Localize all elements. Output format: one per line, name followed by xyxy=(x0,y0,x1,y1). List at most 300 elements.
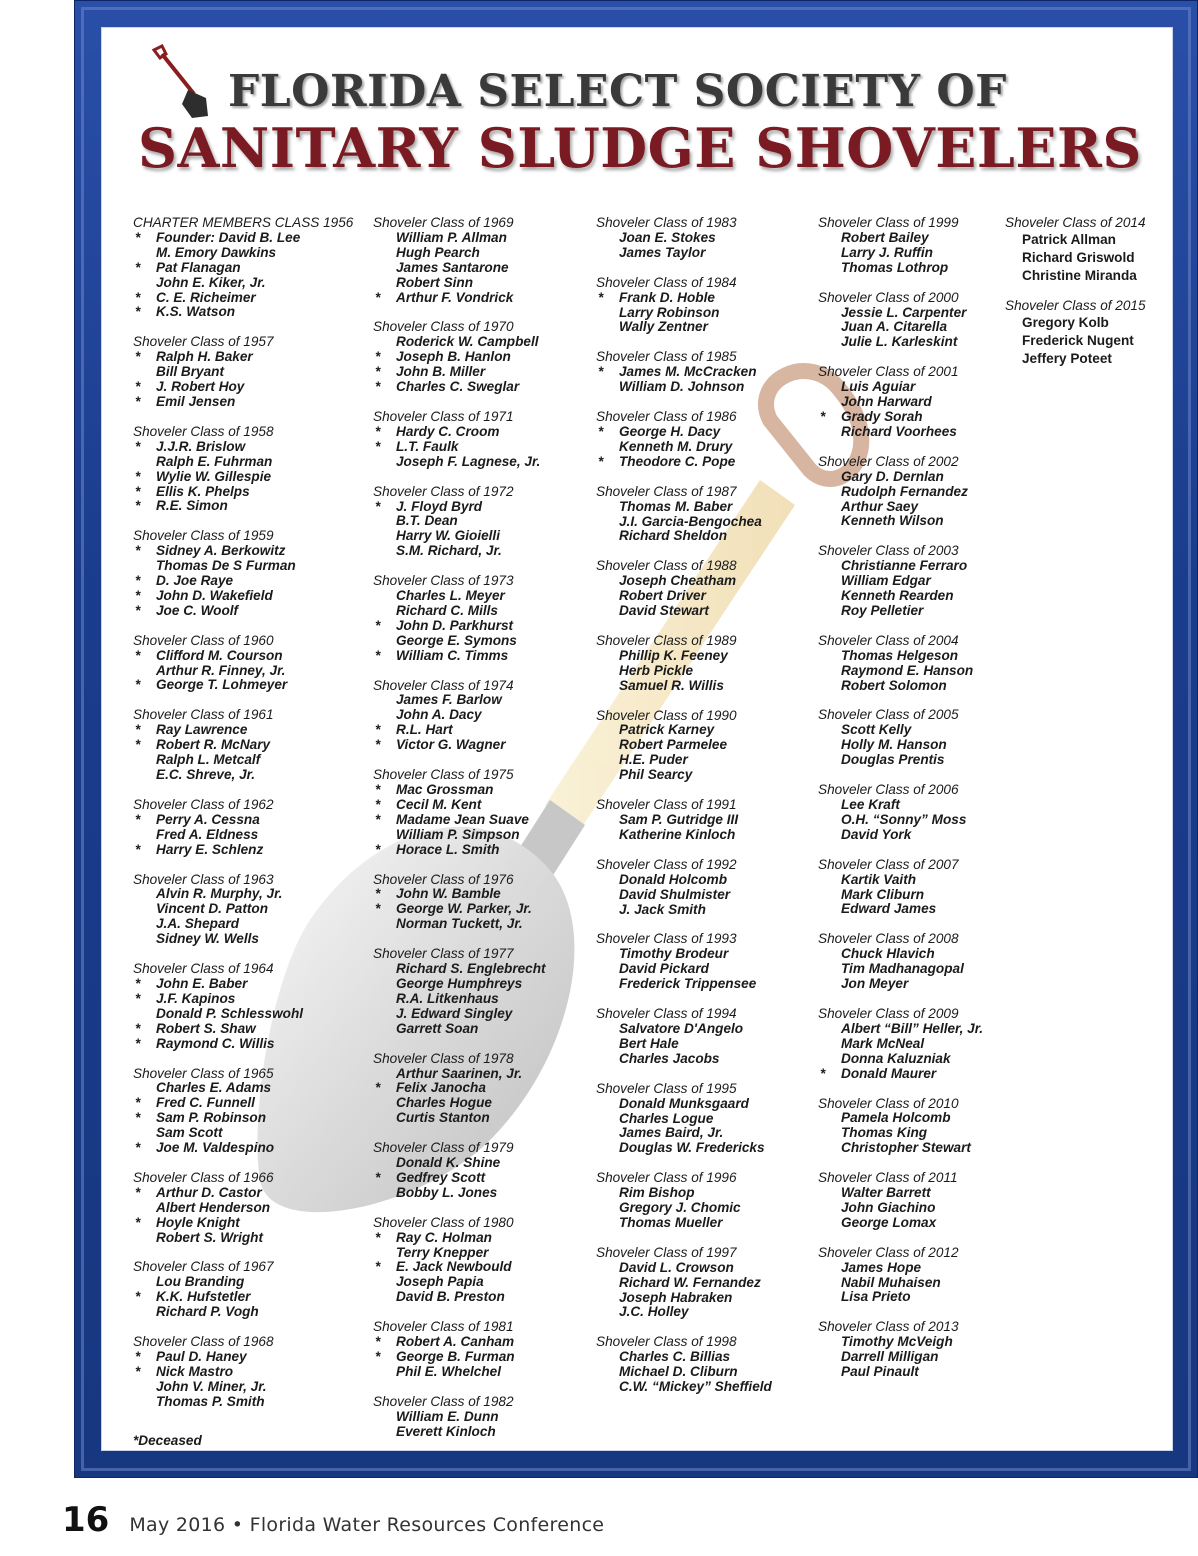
member-row xyxy=(818,813,983,828)
member-name: Lisa Prieto xyxy=(841,1289,911,1305)
class-heading: CHARTER MEMBERS CLASS 1956 xyxy=(133,215,354,230)
deceased-marker: * xyxy=(375,841,381,857)
member-name: Clifford M. Courson xyxy=(156,647,283,663)
member-row xyxy=(818,574,983,589)
member-name: Albert Henderson xyxy=(156,1199,271,1215)
member-row xyxy=(818,246,983,261)
member-name: Ray C. Holman xyxy=(396,1229,492,1245)
class-heading: Shoveler Class of 2012 xyxy=(818,1244,959,1260)
member-name: John A. Dacy xyxy=(396,707,482,723)
member-name: Everett Kinloch xyxy=(396,1423,496,1439)
deceased-marker: * xyxy=(375,1334,381,1350)
member-name: Charles Hogue xyxy=(396,1095,492,1111)
deceased-marker: * xyxy=(135,1110,141,1126)
member-row xyxy=(373,962,546,977)
class-heading: Shoveler Class of 1963 xyxy=(133,871,274,887)
member-name: M. Emory Dawkins xyxy=(156,244,277,260)
class-heading: Shoveler Class of 1961 xyxy=(133,707,274,723)
member-row xyxy=(818,888,983,903)
member-name: Fred A. Eldness xyxy=(156,826,259,842)
member-name: Robert S. Wright xyxy=(156,1229,263,1245)
member-name: Horace L. Smith xyxy=(396,841,500,857)
class-heading: Shoveler Class of 1982 xyxy=(373,1393,514,1409)
class-heading: Shoveler Class of 1999 xyxy=(818,215,959,230)
deceased-marker: * xyxy=(375,1169,381,1185)
class-heading: Shoveler Class of 1972 xyxy=(373,483,514,499)
member-row xyxy=(818,231,983,246)
member-row xyxy=(373,1410,546,1425)
deceased-marker: * xyxy=(375,1259,381,1275)
member-name: Arthur D. Castor xyxy=(156,1184,262,1200)
member-row xyxy=(133,649,353,664)
member-name: Founder: David B. Lee xyxy=(156,229,301,245)
member-row xyxy=(818,738,983,753)
member-name: William P. Simpson xyxy=(396,826,520,842)
member-name: Bert Hale xyxy=(619,1035,679,1051)
deceased-marker: * xyxy=(820,408,826,424)
deceased-marker: * xyxy=(375,811,381,827)
member-row xyxy=(133,350,353,365)
deceased-marker: * xyxy=(135,975,141,991)
deceased-marker: * xyxy=(375,1229,381,1245)
class-heading: Shoveler Class of 1989 xyxy=(596,632,737,648)
class-heading: Shoveler Class of 1973 xyxy=(373,573,514,589)
class-heading: Shoveler Class of 2004 xyxy=(818,632,959,648)
deceased-marker: * xyxy=(375,617,381,633)
member-name: Richard S. Englebrecht xyxy=(396,961,546,977)
member-name: John D. Parkhurst xyxy=(396,617,514,633)
page-title-line-2: SANITARY SLUDGE SHOVELERS xyxy=(138,116,1142,180)
member-name: John E. Baber xyxy=(156,975,248,991)
class-group xyxy=(133,1171,353,1246)
member-name: James M. McCracken xyxy=(619,364,757,380)
class-group xyxy=(1005,299,1146,367)
member-row xyxy=(373,1111,546,1126)
member-name: David Stewart xyxy=(619,603,709,619)
member-name: Kenneth Wilson xyxy=(841,513,944,529)
member-name: Thomas M. Baber xyxy=(619,498,733,514)
member-name: Donald K. Shine xyxy=(396,1155,501,1171)
deceased-marker: * xyxy=(135,811,141,827)
member-row xyxy=(373,1171,546,1186)
member-row xyxy=(373,828,546,843)
member-row xyxy=(818,425,983,440)
member-row xyxy=(133,678,353,693)
member-name: Paul D. Haney xyxy=(156,1349,247,1364)
member-row xyxy=(596,962,772,977)
member-name: Samuel R. Willis xyxy=(619,677,724,693)
deceased-marker: * xyxy=(375,647,381,663)
member-row xyxy=(133,1365,353,1380)
class-heading: Shoveler Class of 1960 xyxy=(133,632,274,648)
class-heading: Shoveler Class of 1968 xyxy=(133,1334,274,1350)
member-row xyxy=(133,1350,353,1365)
member-row xyxy=(596,873,772,888)
member-row xyxy=(373,708,546,723)
member-name: E.C. Shreve, Jr. xyxy=(156,767,255,782)
member-name: O.H. “Sonny” Moss xyxy=(841,811,967,827)
member-row xyxy=(596,1052,772,1067)
member-name: Cecil M. Kent xyxy=(396,796,482,812)
member-name: K.S. Watson xyxy=(156,304,236,320)
member-row xyxy=(596,440,772,455)
member-name: George W. Parker, Jr. xyxy=(396,901,532,917)
member-row xyxy=(133,544,353,559)
member-row xyxy=(596,1141,772,1156)
member-name: Thomas De S Furman xyxy=(156,558,296,574)
roster-column-4 xyxy=(818,216,983,1395)
member-row xyxy=(133,440,353,455)
class-heading: Shoveler Class of 1977 xyxy=(373,946,514,962)
class-heading: Shoveler Class of 1996 xyxy=(596,1170,737,1186)
member-row xyxy=(818,380,983,395)
member-row xyxy=(133,1231,353,1246)
member-name: Hoyle Knight xyxy=(156,1214,240,1230)
member-row xyxy=(373,291,546,306)
member-row xyxy=(133,813,353,828)
member-row xyxy=(596,1365,772,1380)
member-row xyxy=(818,679,983,694)
member-name: John E. Kiker, Jr. xyxy=(156,274,266,290)
class-group xyxy=(596,858,772,918)
member-name: Ralph L. Metcalf xyxy=(156,752,261,768)
member-name: Thomas Mueller xyxy=(619,1214,723,1230)
member-name: Pat Flanagan xyxy=(156,259,241,275)
member-name: Donna Kaluzniak xyxy=(841,1050,951,1066)
roster-column-2 xyxy=(373,216,546,1455)
class-group xyxy=(373,768,546,857)
member-row xyxy=(373,1231,546,1246)
member-row xyxy=(596,1022,772,1037)
deceased-marker: * xyxy=(135,259,141,275)
deceased-marker: * xyxy=(135,677,141,693)
deceased-marker: * xyxy=(375,498,381,514)
member-name: William D. Johnson xyxy=(619,379,745,395)
class-group xyxy=(596,410,772,470)
member-row xyxy=(596,1261,772,1276)
member-name: Herb Pickle xyxy=(619,662,694,678)
member-row xyxy=(818,1111,983,1126)
member-name: Arthur R. Finney, Jr. xyxy=(156,662,286,678)
class-heading: Shoveler Class of 1966 xyxy=(133,1169,274,1185)
member-name: Frederick Trippensee xyxy=(619,976,757,992)
deceased-marker: * xyxy=(135,737,141,753)
class-group xyxy=(373,947,546,1036)
member-row xyxy=(596,1201,772,1216)
member-name: Phillip K. Feeney xyxy=(619,647,728,663)
member-row xyxy=(1005,231,1146,249)
class-heading: Shoveler Class of 1967 xyxy=(133,1259,274,1275)
member-row xyxy=(133,1186,353,1201)
member-row xyxy=(133,380,353,395)
member-row xyxy=(133,589,353,604)
member-row xyxy=(818,1350,983,1365)
member-name: Richard Voorhees xyxy=(841,423,957,439)
member-name: J.A. Shepard xyxy=(156,916,240,932)
member-row xyxy=(818,1126,983,1141)
member-name: Sidney W. Wells xyxy=(156,931,259,947)
class-group xyxy=(373,1320,546,1380)
member-row xyxy=(133,470,353,485)
member-row xyxy=(818,962,983,977)
class-heading: Shoveler Class of 2002 xyxy=(818,453,959,469)
roster-column-3 xyxy=(596,216,772,1410)
class-group xyxy=(373,679,546,754)
member-row xyxy=(133,723,353,738)
member-row xyxy=(596,813,772,828)
member-name: R.E. Simon xyxy=(156,498,228,514)
member-name: Mark Cliburn xyxy=(841,886,925,902)
class-group xyxy=(373,320,546,395)
member-name: Julie L. Karleskint xyxy=(841,334,958,350)
class-group xyxy=(373,1141,546,1201)
member-row xyxy=(373,455,546,470)
member-row xyxy=(818,604,983,619)
member-row xyxy=(596,515,772,530)
deceased-marker: * xyxy=(135,304,141,320)
class-group xyxy=(818,1007,983,1082)
member-name: Larry J. Ruffin xyxy=(841,244,933,260)
class-group xyxy=(596,1007,772,1067)
member-row xyxy=(373,738,546,753)
member-row xyxy=(1005,332,1146,350)
deceased-footnote: *Deceased xyxy=(133,1433,202,1448)
member-name: John V. Miner, Jr. xyxy=(156,1378,267,1394)
class-group xyxy=(596,350,772,395)
member-name: Juan A. Citarella xyxy=(841,319,948,335)
member-name: John Harward xyxy=(841,394,932,410)
member-row xyxy=(596,664,772,679)
member-name: Bobby L. Jones xyxy=(396,1184,498,1200)
member-name: Donald P. Schlesswohl xyxy=(156,1005,304,1021)
member-name: Curtis Stanton xyxy=(396,1110,490,1126)
member-name: James Hope xyxy=(841,1259,922,1275)
member-name: Gregory Kolb xyxy=(1022,315,1109,331)
member-row xyxy=(133,1305,353,1320)
member-row xyxy=(818,798,983,813)
member-row xyxy=(133,574,353,589)
member-row xyxy=(818,947,983,962)
deceased-marker: * xyxy=(135,393,141,409)
member-row xyxy=(373,529,546,544)
member-name: Douglas Prentis xyxy=(841,752,945,768)
member-name: Charles C. Sweglar xyxy=(396,379,520,395)
deceased-marker: * xyxy=(135,349,141,365)
class-group xyxy=(818,1097,983,1157)
member-row xyxy=(596,529,772,544)
member-name: Hardy C. Croom xyxy=(396,423,500,439)
member-name: Patrick Karney xyxy=(619,722,715,738)
class-heading: Shoveler Class of 2015 xyxy=(1005,298,1146,314)
member-row xyxy=(133,738,353,753)
member-name: David Pickard xyxy=(619,961,709,977)
class-heading: Shoveler Class of 2006 xyxy=(818,782,959,798)
member-row xyxy=(373,1156,546,1171)
class-group xyxy=(373,485,546,560)
member-name: Joseph Cheatham xyxy=(619,573,737,589)
member-row xyxy=(596,320,772,335)
member-row xyxy=(373,634,546,649)
member-row xyxy=(133,1111,353,1126)
member-name: Robert Bailey xyxy=(841,229,929,245)
class-group xyxy=(373,410,546,470)
member-row xyxy=(133,499,353,514)
member-name: Arthur Saarinen, Jr. xyxy=(396,1065,523,1081)
member-row xyxy=(818,1335,983,1350)
member-row xyxy=(373,365,546,380)
member-row xyxy=(596,1276,772,1291)
member-row xyxy=(818,977,983,992)
member-name: George T. Lohmeyer xyxy=(156,677,288,693)
class-group xyxy=(373,1052,546,1127)
member-row xyxy=(373,1022,546,1037)
member-name: Rim Bishop xyxy=(619,1185,695,1201)
class-group xyxy=(818,783,983,843)
member-name: Robert Parmelee xyxy=(619,737,728,753)
member-row xyxy=(373,544,546,559)
member-name: Hugh Pearch xyxy=(396,244,480,260)
class-group xyxy=(818,634,983,694)
member-name: Joseph Papia xyxy=(396,1274,484,1290)
member-name: Charles C. Billias xyxy=(619,1349,731,1365)
member-name: D. Joe Raye xyxy=(156,573,234,589)
member-name: Jessie L. Carpenter xyxy=(841,304,967,320)
member-name: J.J.R. Brislow xyxy=(156,438,246,454)
class-heading: Shoveler Class of 2010 xyxy=(818,1095,959,1111)
deceased-marker: * xyxy=(598,289,604,305)
class-group xyxy=(818,1246,983,1306)
deceased-marker: * xyxy=(135,1214,141,1230)
member-row xyxy=(373,723,546,738)
member-name: Darrell Milligan xyxy=(841,1349,939,1365)
deceased-marker: * xyxy=(135,229,141,245)
member-name: Joseph Habraken xyxy=(619,1289,733,1305)
member-row xyxy=(596,246,772,261)
member-name: Mark McNeal xyxy=(841,1035,925,1051)
member-row xyxy=(818,649,983,664)
member-name: Chuck Hlavich xyxy=(841,946,935,962)
member-name: Frederick Nugent xyxy=(1022,333,1134,348)
member-name: Kenneth M. Drury xyxy=(619,438,733,454)
deceased-marker: * xyxy=(375,423,381,439)
class-group xyxy=(373,1216,546,1305)
member-row xyxy=(596,291,772,306)
member-name: Madame Jean Suave xyxy=(396,811,529,827)
member-row xyxy=(373,1067,546,1082)
member-row xyxy=(596,1291,772,1306)
class-group xyxy=(133,798,353,858)
class-group xyxy=(818,858,983,918)
member-name: Timothy McVeigh xyxy=(841,1334,953,1350)
member-row xyxy=(818,664,983,679)
member-row xyxy=(373,514,546,529)
deceased-marker: * xyxy=(135,1035,141,1051)
member-row xyxy=(818,1290,983,1305)
member-row xyxy=(818,335,983,350)
member-name: Frank D. Hoble xyxy=(619,289,715,305)
member-name: Katherine Kinloch xyxy=(619,826,736,842)
class-heading: Shoveler Class of 1970 xyxy=(373,319,514,335)
member-row xyxy=(596,425,772,440)
deceased-marker: * xyxy=(375,438,381,454)
member-row xyxy=(373,813,546,828)
member-row xyxy=(373,649,546,664)
member-name: Michael D. Cliburn xyxy=(619,1364,738,1380)
member-row xyxy=(596,1112,772,1127)
member-row xyxy=(818,410,983,425)
class-heading: Shoveler Class of 1976 xyxy=(373,871,514,887)
member-row xyxy=(373,335,546,350)
member-name: Donald Munksgaard xyxy=(619,1095,749,1111)
member-name: J.I. Garcia-Bengochea xyxy=(619,513,762,529)
member-name: Lou Branding xyxy=(156,1274,245,1290)
member-name: Alvin R. Murphy, Jr. xyxy=(156,886,283,902)
class-group xyxy=(818,544,983,619)
member-row xyxy=(133,365,353,380)
member-name: Ralph E. Fuhrman xyxy=(156,453,273,469)
member-name: Charles Jacobs xyxy=(619,1050,720,1066)
member-row xyxy=(133,1081,353,1096)
member-name: Kenneth Rearden xyxy=(841,588,954,604)
member-name: Douglas W. Fredericks xyxy=(619,1140,765,1156)
member-row xyxy=(373,1096,546,1111)
member-row xyxy=(818,1261,983,1276)
roster-column-1 xyxy=(133,216,353,1425)
deceased-marker: * xyxy=(375,379,381,395)
class-heading: Shoveler Class of 2003 xyxy=(818,543,959,559)
class-heading: Shoveler Class of 1997 xyxy=(596,1244,737,1260)
deceased-marker: * xyxy=(135,841,141,857)
class-heading: Shoveler Class of 1962 xyxy=(133,796,274,812)
member-name: Thomas King xyxy=(841,1125,928,1141)
member-name: James Taylor xyxy=(619,244,706,260)
member-row xyxy=(373,1350,546,1365)
member-row xyxy=(596,723,772,738)
member-row xyxy=(596,679,772,694)
member-row xyxy=(133,1380,353,1395)
member-row xyxy=(133,1007,353,1022)
class-group xyxy=(133,708,353,783)
member-row xyxy=(133,768,353,783)
class-group xyxy=(133,529,353,618)
class-group xyxy=(133,1067,353,1156)
member-row xyxy=(133,887,353,902)
member-row xyxy=(373,589,546,604)
member-name: Richard P. Vogh xyxy=(156,1304,259,1320)
member-row xyxy=(373,380,546,395)
member-name: Donald Holcomb xyxy=(619,871,727,887)
deceased-marker: * xyxy=(375,722,381,738)
member-name: Charles E. Adams xyxy=(156,1080,272,1096)
deceased-marker: * xyxy=(135,468,141,484)
member-row xyxy=(818,306,983,321)
member-row xyxy=(596,231,772,246)
class-group xyxy=(596,634,772,694)
deceased-marker: * xyxy=(375,349,381,365)
deceased-marker: * xyxy=(375,901,381,917)
member-name: Bill Bryant xyxy=(156,364,224,380)
member-row xyxy=(133,1275,353,1290)
member-name: K.K. Hufstetler xyxy=(156,1289,251,1305)
member-name: Thomas Helgeson xyxy=(841,647,959,663)
member-name: Sidney A. Berkowitz xyxy=(156,543,286,559)
class-group xyxy=(818,1171,983,1231)
member-row xyxy=(818,1186,983,1201)
deceased-marker: * xyxy=(820,1065,826,1081)
member-row xyxy=(818,485,983,500)
member-row xyxy=(133,664,353,679)
member-name: Raymond C. Willis xyxy=(156,1035,275,1051)
